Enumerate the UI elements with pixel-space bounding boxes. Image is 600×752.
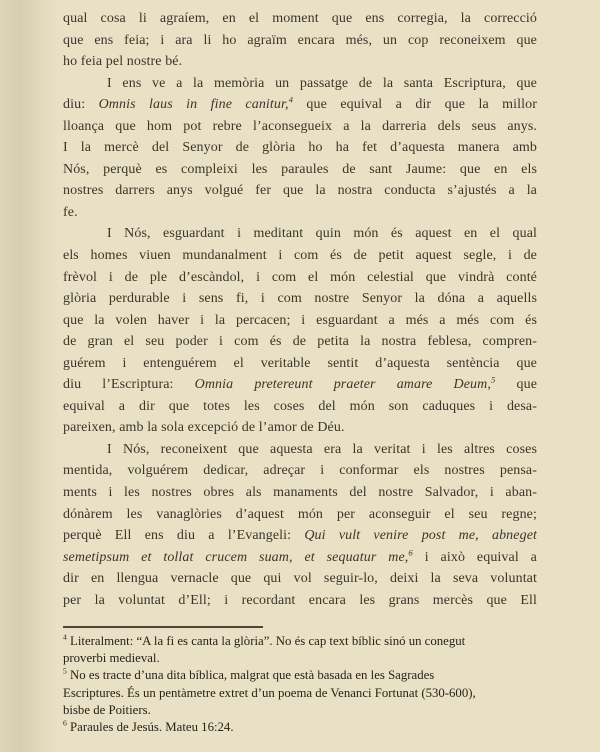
body-line: I Nós, reconeixent que aquesta era la veritat i les altres coses (107, 441, 537, 457)
paragraph (63, 8, 537, 73)
footnote-marker: 4 (63, 632, 67, 642)
body-line: nostres darrers anys volgué fer que la nostra conducta s’ajustés a la (63, 183, 537, 199)
body-line: I ens ve a la memòria un passatge de la santa Escriptura, que (107, 75, 537, 91)
body-line: equival a dir que totes les coses del món son caduques i desa- (63, 398, 537, 414)
body-line: ho feia pel nostre bé. (63, 54, 183, 70)
paragraph (63, 73, 537, 224)
body-line: que la volen haver i la percacen; i esguardant a més a més com és (63, 312, 537, 328)
body-line: que ens feia; i ara li ho agraïm encara més, un cop reconeixem que (63, 32, 537, 48)
body-line: guérem i entenguérem el veritable sentit d’aquesta sentència que (63, 355, 537, 371)
body-line: diu: Omnis laus in fine canitur,$^4$ que equival a dir que la millor (63, 94, 537, 113)
body-line: perquè Ell ens diu a l’Evangeli: Qui vult venire post me, abneget (63, 528, 537, 544)
body-line: I la mercè del Senyor de glòria ho ha fet d’aquesta manera amb (63, 140, 537, 156)
body-line: qual cosa li agraíem, en el moment que ens corregia, la correcció (63, 11, 537, 26)
body-line: dir en llengua vernacle que qui vol seguir-lo, deixi la seva voluntat (63, 571, 537, 587)
footnote-line: Escriptures. És un pentàmetre extret d’un poema de Venanci Fortunat (530-600), (63, 685, 476, 700)
body-line: fe. (63, 204, 78, 220)
body-line: lloança que hom pot rebre l’aconsegueix a la darreria dels seus anys. (63, 118, 537, 134)
paragraph (63, 439, 537, 611)
footnote-separator-rule (63, 626, 263, 628)
page-left-edge-shadow (0, 0, 58, 752)
body-line: glòria perdurable i sens fi, i com nostre Senyor la dóna a aquells (63, 291, 537, 307)
body-line: mentida, volguérem dedicar, adreçar i conformar els nostres pensa- (63, 463, 537, 479)
footnote-marker: 6 (63, 718, 67, 728)
footnote-line: bisbe de Poitiers. (63, 702, 151, 717)
body-line: dónàrem les vanaglòries d’aquest món per aconseguir el seu regne; (63, 506, 537, 522)
paragraph (63, 223, 537, 438)
body-text-block (63, 8, 537, 611)
footnote-marker: 5 (63, 667, 67, 677)
body-line: frèvol i de ple d’escàndol, i com el món celestial que vindrà conté (63, 269, 537, 285)
body-line: semetipsum et tollat crucem suam, et sequatur me,$^6$ i això equival a (63, 547, 537, 565)
body-line: I Nós, esguardant i meditant quin món és aquest en el qual (107, 226, 537, 242)
footnote-line: $^6$ Paraules de Jesús. Mateu 16:24. (63, 718, 234, 735)
body-line: diu l’Escriptura: Omnia pretereunt praeter amare Deum,$^5$ que (63, 374, 537, 393)
footnote-line: $^4$ Literalment: “A la fi es canta la glòria”. No és cap text bíblic sinó un conegut (63, 632, 466, 648)
body-line: de gran el seu poder i com és de petita la nostra feblesa, compren- (63, 334, 537, 350)
body-line: pareixen, amb la sola excepció de l’amor de Déu. (63, 420, 345, 436)
footnote-line: $^5$ No es tracte d’una dita bíblica, malgrat que està basada en les Sagrades (63, 667, 435, 683)
footnotes-block (63, 633, 555, 736)
body-line: els homes viuen mundanalment i com és de petit aquest segle, i de (63, 248, 537, 264)
body-line: ments i les nostres obres als manaments del nostre Salvador, i aban- (63, 485, 537, 501)
body-line: Nós, perquè es compleixi les paraules de sant Jaume: que en els (63, 161, 537, 177)
body-line: per la voluntat d’Ell; i recordant encara les grans mercès que Ell (63, 592, 537, 608)
footnote-line: proverbi medieval. (63, 651, 160, 666)
